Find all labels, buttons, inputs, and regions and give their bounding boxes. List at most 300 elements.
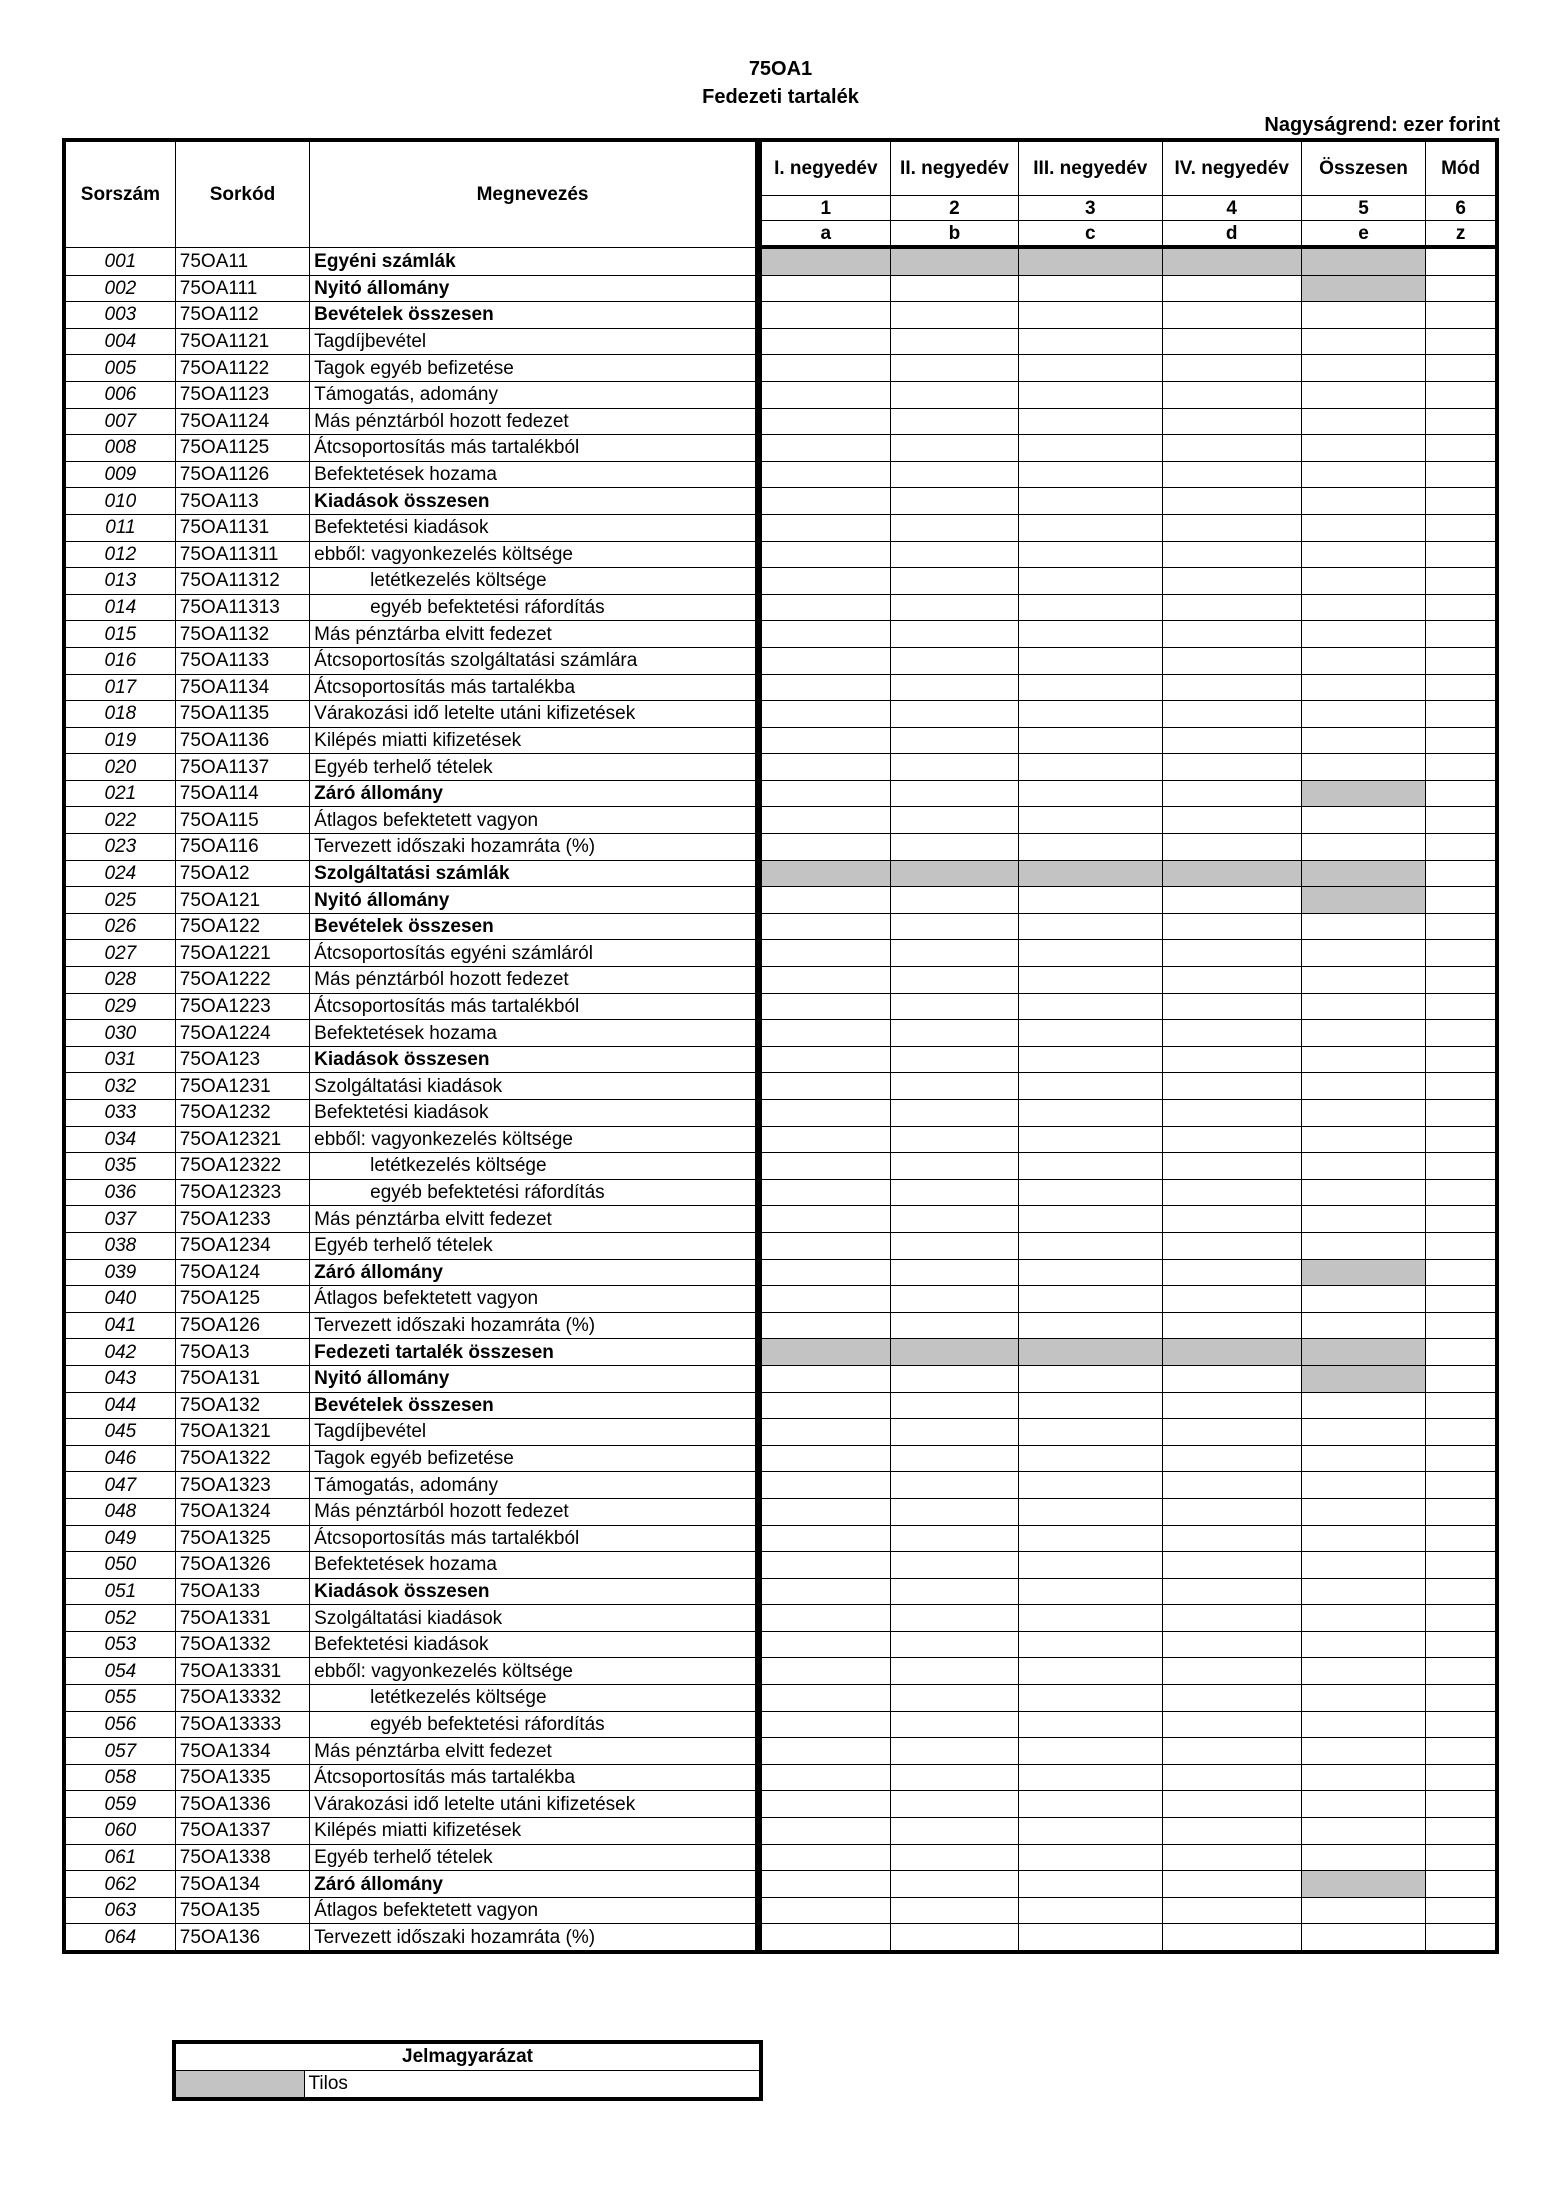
- value-cell[interactable]: [1301, 1472, 1425, 1499]
- value-cell[interactable]: [760, 1791, 890, 1818]
- value-cell[interactable]: [890, 488, 1018, 515]
- value-cell[interactable]: [1162, 1073, 1301, 1100]
- value-cell[interactable]: [1019, 1020, 1162, 1047]
- value-cell[interactable]: [1162, 408, 1301, 435]
- value-cell[interactable]: [890, 1100, 1018, 1127]
- value-cell[interactable]: [1426, 488, 1497, 515]
- value-cell[interactable]: [890, 1818, 1018, 1845]
- value-cell[interactable]: [1301, 1578, 1425, 1605]
- value-cell[interactable]: [890, 461, 1018, 488]
- value-cell[interactable]: [890, 1658, 1018, 1685]
- value-cell[interactable]: [1426, 275, 1497, 302]
- value-cell[interactable]: [1019, 754, 1162, 781]
- value-cell[interactable]: [890, 302, 1018, 329]
- value-cell[interactable]: [1162, 1552, 1301, 1579]
- value-cell[interactable]: [1301, 1020, 1425, 1047]
- value-cell[interactable]: [1162, 381, 1301, 408]
- value-cell[interactable]: [1426, 328, 1497, 355]
- value-cell[interactable]: [1301, 1525, 1425, 1552]
- value-cell[interactable]: [1019, 1445, 1162, 1472]
- value-cell[interactable]: [1301, 1791, 1425, 1818]
- value-cell[interactable]: [890, 621, 1018, 648]
- value-cell[interactable]: [1162, 355, 1301, 382]
- value-cell[interactable]: [1162, 328, 1301, 355]
- value-cell[interactable]: [1019, 1419, 1162, 1446]
- value-cell[interactable]: [1301, 701, 1425, 728]
- value-cell[interactable]: [1019, 993, 1162, 1020]
- value-cell[interactable]: [1426, 1605, 1497, 1632]
- value-cell[interactable]: [760, 1738, 890, 1765]
- value-cell[interactable]: [1162, 488, 1301, 515]
- value-cell[interactable]: [1426, 1365, 1497, 1392]
- value-cell[interactable]: [890, 940, 1018, 967]
- value-cell[interactable]: [760, 1658, 890, 1685]
- value-cell[interactable]: [1301, 1764, 1425, 1791]
- value-cell[interactable]: [760, 461, 890, 488]
- value-cell[interactable]: [1301, 1631, 1425, 1658]
- value-cell[interactable]: [1162, 727, 1301, 754]
- value-cell[interactable]: [1426, 461, 1497, 488]
- value-cell[interactable]: [1162, 913, 1301, 940]
- value-cell[interactable]: [1426, 1312, 1497, 1339]
- value-cell[interactable]: [1162, 1126, 1301, 1153]
- value-cell[interactable]: [890, 1498, 1018, 1525]
- value-cell[interactable]: [1426, 1631, 1497, 1658]
- value-cell[interactable]: [760, 1897, 890, 1924]
- value-cell[interactable]: [1301, 1419, 1425, 1446]
- value-cell[interactable]: [1162, 940, 1301, 967]
- value-cell[interactable]: [1019, 834, 1162, 861]
- value-cell[interactable]: [1426, 568, 1497, 595]
- value-cell[interactable]: [1426, 647, 1497, 674]
- value-cell[interactable]: [1426, 913, 1497, 940]
- value-cell[interactable]: [1301, 461, 1425, 488]
- value-cell[interactable]: [1301, 993, 1425, 1020]
- value-cell[interactable]: [1301, 834, 1425, 861]
- value-cell[interactable]: [760, 1578, 890, 1605]
- value-cell[interactable]: [1019, 1924, 1162, 1952]
- value-cell[interactable]: [1426, 860, 1497, 887]
- value-cell[interactable]: [760, 1525, 890, 1552]
- value-cell[interactable]: [1301, 1658, 1425, 1685]
- value-cell[interactable]: [890, 993, 1018, 1020]
- value-cell[interactable]: [760, 328, 890, 355]
- value-cell[interactable]: [890, 701, 1018, 728]
- value-cell[interactable]: [1301, 1498, 1425, 1525]
- value-cell[interactable]: [1019, 674, 1162, 701]
- value-cell[interactable]: [1426, 355, 1497, 382]
- value-cell[interactable]: [760, 1419, 890, 1446]
- value-cell[interactable]: [1019, 1605, 1162, 1632]
- value-cell[interactable]: [760, 1605, 890, 1632]
- value-cell[interactable]: [890, 1631, 1018, 1658]
- value-cell[interactable]: [1426, 1552, 1497, 1579]
- value-cell[interactable]: [1426, 541, 1497, 568]
- value-cell[interactable]: [1162, 514, 1301, 541]
- value-cell[interactable]: [1426, 1046, 1497, 1073]
- value-cell[interactable]: [760, 807, 890, 834]
- value-cell[interactable]: [1019, 1259, 1162, 1286]
- value-cell[interactable]: [760, 887, 890, 914]
- value-cell[interactable]: [760, 701, 890, 728]
- value-cell[interactable]: [1301, 727, 1425, 754]
- value-cell[interactable]: [760, 1844, 890, 1871]
- value-cell[interactable]: [890, 328, 1018, 355]
- value-cell[interactable]: [1162, 1711, 1301, 1738]
- value-cell[interactable]: [1426, 435, 1497, 462]
- value-cell[interactable]: [890, 1259, 1018, 1286]
- value-cell[interactable]: [1301, 913, 1425, 940]
- value-cell[interactable]: [1019, 594, 1162, 621]
- value-cell[interactable]: [1301, 754, 1425, 781]
- value-cell[interactable]: [760, 647, 890, 674]
- value-cell[interactable]: [1426, 247, 1497, 275]
- value-cell[interactable]: [890, 1445, 1018, 1472]
- value-cell[interactable]: [1162, 1445, 1301, 1472]
- value-cell[interactable]: [1019, 1100, 1162, 1127]
- value-cell[interactable]: [1019, 1286, 1162, 1313]
- value-cell[interactable]: [760, 1073, 890, 1100]
- value-cell[interactable]: [760, 1445, 890, 1472]
- value-cell[interactable]: [1426, 381, 1497, 408]
- value-cell[interactable]: [1019, 1844, 1162, 1871]
- value-cell[interactable]: [1162, 461, 1301, 488]
- value-cell[interactable]: [760, 1020, 890, 1047]
- value-cell[interactable]: [760, 1365, 890, 1392]
- value-cell[interactable]: [1426, 807, 1497, 834]
- value-cell[interactable]: [760, 1179, 890, 1206]
- value-cell[interactable]: [1162, 1312, 1301, 1339]
- value-cell[interactable]: [1301, 355, 1425, 382]
- value-cell[interactable]: [890, 727, 1018, 754]
- value-cell[interactable]: [1162, 834, 1301, 861]
- value-cell[interactable]: [890, 807, 1018, 834]
- value-cell[interactable]: [1019, 275, 1162, 302]
- value-cell[interactable]: [1301, 1126, 1425, 1153]
- value-cell[interactable]: [890, 754, 1018, 781]
- value-cell[interactable]: [1426, 1419, 1497, 1446]
- value-cell[interactable]: [1426, 1232, 1497, 1259]
- value-cell[interactable]: [1162, 1924, 1301, 1952]
- value-cell[interactable]: [1162, 1206, 1301, 1233]
- value-cell[interactable]: [1426, 727, 1497, 754]
- value-cell[interactable]: [1019, 541, 1162, 568]
- value-cell[interactable]: [1019, 328, 1162, 355]
- value-cell[interactable]: [890, 913, 1018, 940]
- value-cell[interactable]: [1019, 701, 1162, 728]
- value-cell[interactable]: [1426, 940, 1497, 967]
- value-cell[interactable]: [1162, 1259, 1301, 1286]
- value-cell[interactable]: [1019, 1525, 1162, 1552]
- value-cell[interactable]: [1162, 647, 1301, 674]
- value-cell[interactable]: [1162, 275, 1301, 302]
- value-cell[interactable]: [760, 727, 890, 754]
- value-cell[interactable]: [1162, 1578, 1301, 1605]
- value-cell[interactable]: [1426, 1073, 1497, 1100]
- value-cell[interactable]: [890, 887, 1018, 914]
- value-cell[interactable]: [760, 1100, 890, 1127]
- value-cell[interactable]: [1019, 1897, 1162, 1924]
- value-cell[interactable]: [1301, 408, 1425, 435]
- value-cell[interactable]: [760, 1126, 890, 1153]
- value-cell[interactable]: [1019, 408, 1162, 435]
- value-cell[interactable]: [1019, 302, 1162, 329]
- value-cell[interactable]: [1426, 1738, 1497, 1765]
- value-cell[interactable]: [1301, 1445, 1425, 1472]
- value-cell[interactable]: [1426, 1844, 1497, 1871]
- value-cell[interactable]: [1426, 621, 1497, 648]
- value-cell[interactable]: [1426, 780, 1497, 807]
- value-cell[interactable]: [1019, 1312, 1162, 1339]
- value-cell[interactable]: [1019, 461, 1162, 488]
- value-cell[interactable]: [1019, 1472, 1162, 1499]
- value-cell[interactable]: [890, 647, 1018, 674]
- value-cell[interactable]: [1426, 967, 1497, 994]
- value-cell[interactable]: [760, 1764, 890, 1791]
- value-cell[interactable]: [1426, 1818, 1497, 1845]
- value-cell[interactable]: [1426, 1924, 1497, 1952]
- value-cell[interactable]: [760, 940, 890, 967]
- value-cell[interactable]: [890, 408, 1018, 435]
- value-cell[interactable]: [890, 594, 1018, 621]
- value-cell[interactable]: [1019, 1631, 1162, 1658]
- value-cell[interactable]: [1426, 1286, 1497, 1313]
- value-cell[interactable]: [890, 1153, 1018, 1180]
- value-cell[interactable]: [760, 993, 890, 1020]
- value-cell[interactable]: [1019, 381, 1162, 408]
- value-cell[interactable]: [1162, 541, 1301, 568]
- value-cell[interactable]: [1301, 1286, 1425, 1313]
- value-cell[interactable]: [760, 913, 890, 940]
- value-cell[interactable]: [1301, 435, 1425, 462]
- value-cell[interactable]: [760, 754, 890, 781]
- value-cell[interactable]: [1162, 1153, 1301, 1180]
- value-cell[interactable]: [1301, 1392, 1425, 1419]
- value-cell[interactable]: [890, 1126, 1018, 1153]
- value-cell[interactable]: [1426, 1100, 1497, 1127]
- value-cell[interactable]: [760, 1312, 890, 1339]
- value-cell[interactable]: [1162, 807, 1301, 834]
- value-cell[interactable]: [890, 1711, 1018, 1738]
- value-cell[interactable]: [760, 1924, 890, 1952]
- value-cell[interactable]: [1426, 1685, 1497, 1712]
- value-cell[interactable]: [1426, 594, 1497, 621]
- value-cell[interactable]: [1301, 1685, 1425, 1712]
- value-cell[interactable]: [890, 967, 1018, 994]
- value-cell[interactable]: [890, 381, 1018, 408]
- value-cell[interactable]: [1426, 408, 1497, 435]
- value-cell[interactable]: [760, 1232, 890, 1259]
- value-cell[interactable]: [760, 780, 890, 807]
- value-cell[interactable]: [1162, 967, 1301, 994]
- value-cell[interactable]: [1301, 647, 1425, 674]
- value-cell[interactable]: [1019, 1126, 1162, 1153]
- value-cell[interactable]: [1426, 701, 1497, 728]
- value-cell[interactable]: [1301, 1206, 1425, 1233]
- value-cell[interactable]: [1019, 1179, 1162, 1206]
- value-cell[interactable]: [1162, 1525, 1301, 1552]
- value-cell[interactable]: [760, 1046, 890, 1073]
- value-cell[interactable]: [1162, 621, 1301, 648]
- value-cell[interactable]: [1019, 1658, 1162, 1685]
- value-cell[interactable]: [760, 275, 890, 302]
- value-cell[interactable]: [890, 1871, 1018, 1898]
- value-cell[interactable]: [1162, 435, 1301, 462]
- value-cell[interactable]: [1426, 1392, 1497, 1419]
- value-cell[interactable]: [1019, 1073, 1162, 1100]
- value-cell[interactable]: [1162, 674, 1301, 701]
- value-cell[interactable]: [1426, 993, 1497, 1020]
- value-cell[interactable]: [760, 1472, 890, 1499]
- value-cell[interactable]: [1301, 1046, 1425, 1073]
- value-cell[interactable]: [760, 1498, 890, 1525]
- value-cell[interactable]: [1019, 1685, 1162, 1712]
- value-cell[interactable]: [1426, 887, 1497, 914]
- value-cell[interactable]: [1426, 1445, 1497, 1472]
- value-cell[interactable]: [1019, 1738, 1162, 1765]
- value-cell[interactable]: [1426, 1791, 1497, 1818]
- value-cell[interactable]: [1426, 754, 1497, 781]
- value-cell[interactable]: [1426, 834, 1497, 861]
- value-cell[interactable]: [1426, 1179, 1497, 1206]
- value-cell[interactable]: [1019, 621, 1162, 648]
- value-cell[interactable]: [1301, 1605, 1425, 1632]
- value-cell[interactable]: [760, 1871, 890, 1898]
- value-cell[interactable]: [760, 514, 890, 541]
- value-cell[interactable]: [1162, 1791, 1301, 1818]
- value-cell[interactable]: [1162, 1020, 1301, 1047]
- value-cell[interactable]: [760, 1286, 890, 1313]
- value-cell[interactable]: [890, 1552, 1018, 1579]
- value-cell[interactable]: [1162, 1871, 1301, 1898]
- value-cell[interactable]: [1301, 807, 1425, 834]
- value-cell[interactable]: [1019, 940, 1162, 967]
- value-cell[interactable]: [890, 780, 1018, 807]
- value-cell[interactable]: [890, 1365, 1018, 1392]
- value-cell[interactable]: [1301, 1073, 1425, 1100]
- value-cell[interactable]: [890, 541, 1018, 568]
- value-cell[interactable]: [1162, 1232, 1301, 1259]
- value-cell[interactable]: [760, 541, 890, 568]
- value-cell[interactable]: [890, 1020, 1018, 1047]
- value-cell[interactable]: [1426, 1153, 1497, 1180]
- value-cell[interactable]: [1162, 993, 1301, 1020]
- value-cell[interactable]: [1301, 674, 1425, 701]
- value-cell[interactable]: [1162, 594, 1301, 621]
- value-cell[interactable]: [1162, 1419, 1301, 1446]
- value-cell[interactable]: [1162, 887, 1301, 914]
- value-cell[interactable]: [1019, 1578, 1162, 1605]
- value-cell[interactable]: [1019, 727, 1162, 754]
- value-cell[interactable]: [1019, 1764, 1162, 1791]
- value-cell[interactable]: [890, 1844, 1018, 1871]
- value-cell[interactable]: [1426, 1711, 1497, 1738]
- value-cell[interactable]: [1426, 302, 1497, 329]
- value-cell[interactable]: [1019, 780, 1162, 807]
- value-cell[interactable]: [760, 1392, 890, 1419]
- value-cell[interactable]: [1301, 1738, 1425, 1765]
- value-cell[interactable]: [1019, 1046, 1162, 1073]
- value-cell[interactable]: [1301, 328, 1425, 355]
- value-cell[interactable]: [1301, 1897, 1425, 1924]
- value-cell[interactable]: [1019, 1206, 1162, 1233]
- value-cell[interactable]: [1019, 355, 1162, 382]
- value-cell[interactable]: [1301, 1153, 1425, 1180]
- value-cell[interactable]: [1301, 1711, 1425, 1738]
- value-cell[interactable]: [1301, 1844, 1425, 1871]
- value-cell[interactable]: [1019, 1871, 1162, 1898]
- value-cell[interactable]: [760, 1711, 890, 1738]
- value-cell[interactable]: [1301, 381, 1425, 408]
- value-cell[interactable]: [760, 381, 890, 408]
- value-cell[interactable]: [1019, 807, 1162, 834]
- value-cell[interactable]: [1162, 1631, 1301, 1658]
- value-cell[interactable]: [1162, 1498, 1301, 1525]
- value-cell[interactable]: [1301, 1100, 1425, 1127]
- value-cell[interactable]: [890, 1073, 1018, 1100]
- value-cell[interactable]: [1301, 488, 1425, 515]
- value-cell[interactable]: [1019, 488, 1162, 515]
- value-cell[interactable]: [890, 1738, 1018, 1765]
- value-cell[interactable]: [1162, 568, 1301, 595]
- value-cell[interactable]: [890, 1525, 1018, 1552]
- value-cell[interactable]: [1301, 1232, 1425, 1259]
- value-cell[interactable]: [890, 1685, 1018, 1712]
- value-cell[interactable]: [1162, 1738, 1301, 1765]
- value-cell[interactable]: [760, 674, 890, 701]
- value-cell[interactable]: [760, 1153, 890, 1180]
- value-cell[interactable]: [760, 1552, 890, 1579]
- value-cell[interactable]: [890, 1046, 1018, 1073]
- value-cell[interactable]: [890, 1286, 1018, 1313]
- value-cell[interactable]: [1019, 1153, 1162, 1180]
- value-cell[interactable]: [1301, 541, 1425, 568]
- value-cell[interactable]: [890, 834, 1018, 861]
- value-cell[interactable]: [1301, 514, 1425, 541]
- value-cell[interactable]: [1162, 1605, 1301, 1632]
- value-cell[interactable]: [1162, 1365, 1301, 1392]
- value-cell[interactable]: [760, 408, 890, 435]
- value-cell[interactable]: [760, 1206, 890, 1233]
- value-cell[interactable]: [1426, 1020, 1497, 1047]
- value-cell[interactable]: [890, 1578, 1018, 1605]
- value-cell[interactable]: [1426, 1658, 1497, 1685]
- value-cell[interactable]: [760, 967, 890, 994]
- value-cell[interactable]: [1426, 1578, 1497, 1605]
- value-cell[interactable]: [1426, 1764, 1497, 1791]
- value-cell[interactable]: [1162, 1844, 1301, 1871]
- value-cell[interactable]: [1019, 514, 1162, 541]
- value-cell[interactable]: [1426, 1259, 1497, 1286]
- value-cell[interactable]: [1162, 1100, 1301, 1127]
- value-cell[interactable]: [1301, 967, 1425, 994]
- value-cell[interactable]: [760, 834, 890, 861]
- value-cell[interactable]: [890, 1791, 1018, 1818]
- value-cell[interactable]: [1301, 302, 1425, 329]
- value-cell[interactable]: [1162, 1818, 1301, 1845]
- value-cell[interactable]: [890, 1232, 1018, 1259]
- value-cell[interactable]: [890, 1206, 1018, 1233]
- value-cell[interactable]: [890, 1392, 1018, 1419]
- value-cell[interactable]: [1301, 1552, 1425, 1579]
- value-cell[interactable]: [1162, 302, 1301, 329]
- value-cell[interactable]: [890, 568, 1018, 595]
- value-cell[interactable]: [1426, 1126, 1497, 1153]
- value-cell[interactable]: [760, 1685, 890, 1712]
- value-cell[interactable]: [760, 568, 890, 595]
- value-cell[interactable]: [1019, 1818, 1162, 1845]
- value-cell[interactable]: [1019, 1365, 1162, 1392]
